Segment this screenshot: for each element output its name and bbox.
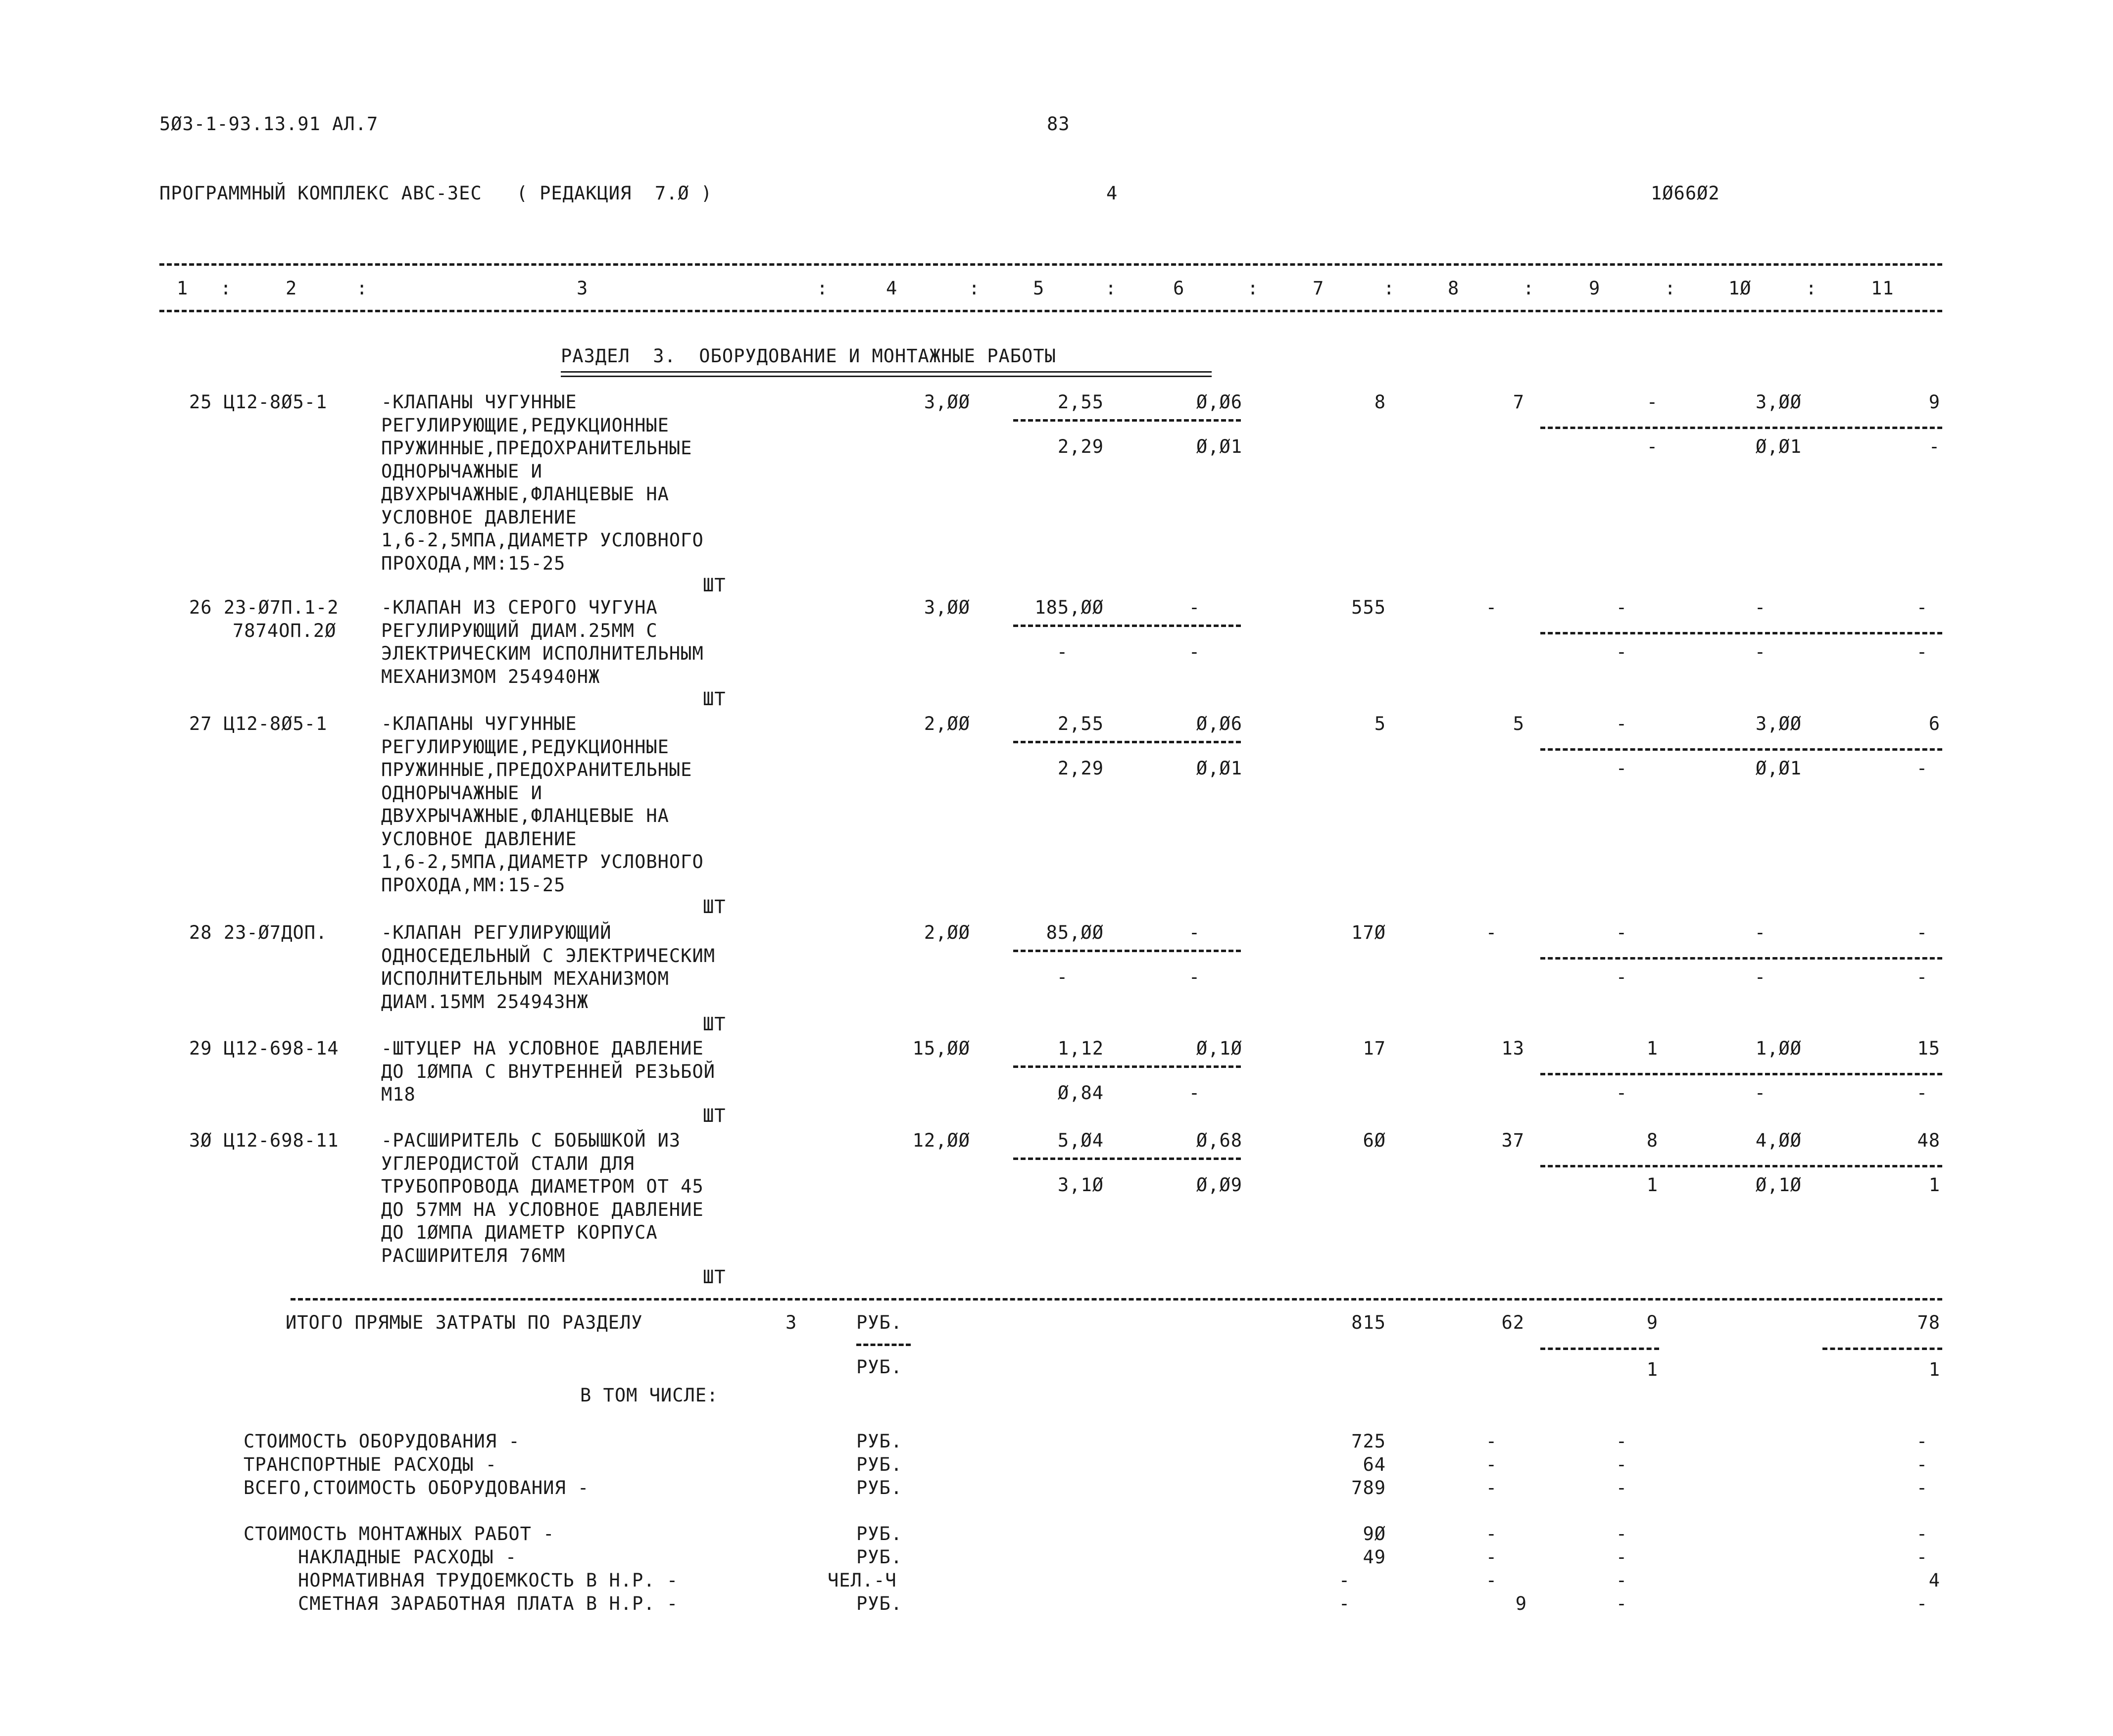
unit-wage-top: - (1188, 922, 1200, 943)
row-description: -КЛАПАНЫ ЧУГУННЫЕ РЕГУЛИРУЮЩИЕ,РЕДУКЦИОННЫЕ ПРУЖИННЫЕ,ПРЕДОХРАНИТЕЛЬНЫЕ ОДНОРЫЧАЖНЫЕ И ДВУХРЫЧАЖНЫЕ,ФЛАНЦЕВЫЕ НА УСЛОВНОЕ ДАВЛЕНИЕ 1,6-2,5МПА,ДИАМЕТР УСЛОВНОГО ПРОХОДА,ММ:15-25 (381, 713, 704, 896)
total-cost: 17Ø (1351, 922, 1386, 943)
unit-cost-top: 2,55 (1057, 713, 1104, 734)
totals-divider (1540, 632, 1942, 634)
col11-top: 48 (1917, 1130, 1940, 1151)
row-unit: ШТ (703, 688, 726, 710)
breakdown-unit: РУБ. (856, 1431, 903, 1452)
breakdown-col9: - (1616, 1593, 1627, 1614)
row-description: -КЛАПАН РЕГУЛИРУЮЩИЙ ОДНОСЕДЕЛЬНЫЙ С ЭЛЕКТРИЧЕСКИМ ИСПОЛНИТЕЛЬНЫМ МЕХАНИЗМОМ ДИАМ.15ММ 254943НЖ (381, 922, 716, 1013)
row-description: -ШТУЦЕР НА УСЛОВНОЕ ДАВЛЕНИЕ ДО 1ØМПА С ВНУТРЕННЕЙ РЕЗЬБОЙ М18 (381, 1038, 716, 1105)
unit-wage-top: Ø,Ø6 (1196, 713, 1242, 734)
col9-bottom: - (1616, 966, 1627, 988)
row-quantity: 15,ØØ (912, 1038, 970, 1059)
col11-bottom: - (1928, 436, 1940, 457)
col10-top: - (1754, 597, 1766, 618)
totals-col9: 9 (1646, 1312, 1658, 1333)
including-label: В ТОМ ЧИСЛЕ: (580, 1385, 719, 1406)
unit-cost-top: 85,ØØ (1046, 922, 1104, 943)
total-cost: 17 (1363, 1038, 1386, 1059)
col-sep: : (969, 278, 981, 299)
row-description: -РАСШИРИТЕЛЬ С БОБЫШКОЙ ИЗ УГЛЕРОДИСТОЙ СТАЛИ ДЛЯ ТРУБОПРОВОДА ДИАМЕТРОМ ОТ 45 ДО 57ММ НА УСЛОВНОЕ ДАВЛЕНИЕ ДО 1ØМПА ДИАМЕТР КОРПУСА РАСШИРИТЕЛЯ 76ММ (381, 1130, 704, 1266)
breakdown-col11: - (1916, 1454, 1928, 1475)
unit-cost-top: 185,ØØ (1034, 597, 1104, 618)
unit-cost-bottom: - (1056, 966, 1068, 988)
col9-top: - (1616, 922, 1627, 943)
col9-bottom: - (1616, 641, 1627, 663)
totals-divider (1540, 1165, 1942, 1167)
totals-col9-divider (1540, 1348, 1659, 1350)
unit-wage-top: Ø,1Ø (1196, 1038, 1242, 1059)
col11-top: - (1916, 597, 1928, 618)
unit-wage-top: Ø,68 (1196, 1130, 1242, 1151)
unit-wage-top: Ø,Ø6 (1196, 391, 1242, 413)
totals-divider (1540, 1073, 1942, 1075)
unit-wage-bottom: Ø,Ø9 (1196, 1174, 1242, 1196)
col9-bottom: - (1616, 1082, 1627, 1104)
row-unit: ШТ (703, 1105, 726, 1126)
row-number-code: 29 Ц12-698-14 (189, 1038, 339, 1059)
col10-bottom: - (1754, 1082, 1766, 1104)
totals-col9-bottom: 1 (1646, 1359, 1658, 1380)
col-sep: : (817, 278, 829, 299)
col10-top: 4,ØØ (1755, 1130, 1802, 1151)
row-number-code: 27 Ц12-8Ø5-1 (189, 713, 328, 734)
breakdown-cost: 9Ø (1363, 1523, 1386, 1544)
col-sep: : (1523, 278, 1535, 299)
col9-top: - (1616, 597, 1627, 618)
col10-top: - (1754, 922, 1766, 943)
row-unit: ШТ (703, 1013, 726, 1035)
row-number-code: 3Ø Ц12-698-11 (189, 1130, 339, 1151)
unit-divider (856, 1344, 911, 1346)
unit-price-divider (1013, 741, 1241, 743)
col11-top: 6 (1928, 713, 1940, 734)
col-header-11: 11 (1871, 278, 1894, 299)
col10-bottom: - (1754, 641, 1766, 663)
unit-cost-bottom: 3,1Ø (1057, 1174, 1104, 1196)
unit-cost-bottom: 2,29 (1057, 758, 1104, 779)
row-number-code: 28 23-Ø7ДОП. (189, 922, 328, 943)
row-unit: ШТ (703, 1266, 726, 1288)
unit-wage-top: - (1188, 597, 1200, 618)
col9-bottom: - (1646, 436, 1658, 457)
total-wage: 5 (1513, 713, 1524, 734)
breakdown-label: НАКЛАДНЫЕ РАСХОДЫ - (298, 1546, 517, 1568)
unit-wage-bottom: - (1188, 966, 1200, 988)
totals-rule (291, 1298, 1942, 1301)
breakdown-unit: РУБ. (856, 1477, 903, 1498)
col-sep: : (1806, 278, 1818, 299)
breakdown-wage: - (1485, 1570, 1497, 1591)
row-quantity: 2,ØØ (924, 713, 970, 734)
totals-divider (1540, 748, 1942, 751)
row-quantity: 3,ØØ (924, 597, 970, 618)
row-number-code: 25 Ц12-8Ø5-1 (189, 391, 328, 413)
col9-top: - (1646, 391, 1658, 413)
header-rule-bottom (159, 310, 1942, 312)
col10-top: 3,ØØ (1755, 713, 1802, 734)
col-header-3: 3 (577, 278, 589, 299)
unit-cost-top: 1,12 (1057, 1038, 1104, 1059)
col10-bottom: Ø,Ø1 (1755, 436, 1802, 457)
totals-label: ИТОГО ПРЯМЫЕ ЗАТРАТЫ ПО РАЗДЕЛУ (286, 1312, 643, 1333)
breakdown-wage: - (1485, 1523, 1497, 1544)
col-sep: : (1665, 278, 1676, 299)
col-sep: : (356, 278, 368, 299)
breakdown-label: СТОИМОСТЬ МОНТАЖНЫХ РАБОТ - (244, 1523, 555, 1544)
breakdown-unit: РУБ. (856, 1523, 903, 1544)
col11-bottom: - (1916, 1082, 1928, 1104)
breakdown-unit: РУБ. (856, 1546, 903, 1568)
row-unit: ШТ (703, 896, 726, 917)
breakdown-cost: 789 (1351, 1477, 1386, 1498)
col-sep: : (1105, 278, 1117, 299)
col-sep: : (1247, 278, 1259, 299)
row-quantity: 12,ØØ (912, 1130, 970, 1151)
col9-bottom: - (1616, 758, 1627, 779)
col10-bottom: - (1754, 966, 1766, 988)
header-rule-top (159, 263, 1942, 266)
col-header-7: 7 (1313, 278, 1325, 299)
unit-cost-top: 2,55 (1057, 391, 1104, 413)
form-number: 4 (1106, 183, 1118, 204)
row-quantity: 2,ØØ (924, 922, 970, 943)
breakdown-col9: - (1616, 1546, 1627, 1568)
total-wage: - (1485, 597, 1497, 618)
breakdown-cost: - (1338, 1570, 1350, 1591)
document-code: 5Ø3-1-93.13.91 АЛ.7 (159, 113, 379, 135)
breakdown-col11: - (1916, 1477, 1928, 1498)
section-title-underline (561, 371, 1212, 377)
unit-price-divider (1013, 625, 1241, 627)
unit-cost-bottom: Ø,84 (1057, 1082, 1104, 1104)
col-header-8: 8 (1448, 278, 1460, 299)
unit-price-divider (1013, 950, 1241, 952)
total-cost: 555 (1351, 597, 1386, 618)
unit-price-divider (1013, 419, 1241, 422)
row-quantity: 3,ØØ (924, 391, 970, 413)
breakdown-col11: - (1916, 1546, 1928, 1568)
col11-top: - (1916, 922, 1928, 943)
col11-bottom: - (1916, 966, 1928, 988)
total-wage: 37 (1501, 1130, 1524, 1151)
row-unit: ШТ (703, 575, 726, 596)
breakdown-label: СТОИМОСТЬ ОБОРУДОВАНИЯ - (244, 1431, 520, 1452)
totals-unit-bottom: РУБ. (856, 1356, 903, 1378)
total-cost: 8 (1374, 391, 1386, 413)
col9-top: - (1616, 713, 1627, 734)
col11-bottom: - (1916, 641, 1928, 663)
totals-wage: 62 (1501, 1312, 1524, 1333)
document-number: 1Ø66Ø2 (1651, 183, 1720, 204)
breakdown-wage: 9 (1515, 1593, 1527, 1614)
unit-cost-top: 5,Ø4 (1057, 1130, 1104, 1151)
total-cost: 5 (1374, 713, 1386, 734)
breakdown-label: ТРАНСПОРТНЫЕ РАСХОДЫ - (244, 1454, 497, 1475)
col10-top: 1,ØØ (1755, 1038, 1802, 1059)
breakdown-cost: 725 (1351, 1431, 1386, 1452)
unit-wage-bottom: Ø,Ø1 (1196, 436, 1242, 457)
unit-price-divider (1013, 1065, 1241, 1068)
breakdown-wage: - (1485, 1431, 1497, 1452)
section-title: РАЗДЕЛ 3. ОБОРУДОВАНИЕ И МОНТАЖНЫЕ РАБОТЫ (561, 345, 1056, 367)
breakdown-col9: - (1616, 1477, 1627, 1498)
breakdown-col9: - (1616, 1431, 1627, 1452)
breakdown-label: НОРМАТИВНАЯ ТРУДОЕМКОСТЬ В Н.Р. - (298, 1570, 679, 1591)
breakdown-col11: - (1916, 1431, 1928, 1452)
unit-price-divider (1013, 1157, 1241, 1160)
breakdown-wage: - (1485, 1454, 1497, 1475)
row-secondary-code: 7874ОП.2Ø (233, 620, 337, 641)
total-wage: - (1485, 922, 1497, 943)
breakdown-col9: - (1616, 1570, 1627, 1591)
breakdown-col9: - (1616, 1523, 1627, 1544)
col-sep: : (220, 278, 232, 299)
col-header-4: 4 (886, 278, 898, 299)
total-wage: 7 (1513, 391, 1524, 413)
total-wage: 13 (1501, 1038, 1524, 1059)
col-header-10: 1Ø (1728, 278, 1752, 299)
breakdown-unit: РУБ. (856, 1593, 903, 1614)
breakdown-col11: - (1916, 1593, 1928, 1614)
unit-cost-bottom: 2,29 (1057, 436, 1104, 457)
breakdown-unit: ЧЕЛ.-Ч (828, 1570, 897, 1591)
breakdown-col11: 4 (1928, 1570, 1940, 1591)
totals-divider (1540, 957, 1942, 960)
col-header-2: 2 (286, 278, 297, 299)
col11-bottom: - (1916, 758, 1928, 779)
col11-bottom: 1 (1928, 1174, 1940, 1196)
breakdown-col11: - (1916, 1523, 1928, 1544)
col-sep: : (1383, 278, 1395, 299)
breakdown-label: ВСЕГО,СТОИМОСТЬ ОБОРУДОВАНИЯ - (244, 1477, 590, 1498)
col10-top: 3,ØØ (1755, 391, 1802, 413)
col9-top: 8 (1646, 1130, 1658, 1151)
totals-cost: 815 (1351, 1312, 1386, 1333)
page-number: 83 (1047, 113, 1070, 135)
col10-bottom: Ø,1Ø (1755, 1174, 1802, 1196)
totals-col11-divider (1822, 1348, 1942, 1350)
totals-col11-bottom: 1 (1928, 1359, 1940, 1380)
breakdown-cost: 64 (1363, 1454, 1386, 1475)
col-header-9: 9 (1589, 278, 1601, 299)
totals-col11: 78 (1917, 1312, 1940, 1333)
row-number-code: 26 23-Ø7П.1-2 (189, 597, 339, 618)
breakdown-col9: - (1616, 1454, 1627, 1475)
breakdown-wage: - (1485, 1477, 1497, 1498)
unit-wage-bottom: - (1188, 641, 1200, 663)
row-description: -КЛАПАН ИЗ СЕРОГО ЧУГУНА РЕГУЛИРУЮЩИЙ ДИАМ.25ММ С ЭЛЕКТРИЧЕСКИМ ИСПОЛНИТЕЛЬНЫМ МЕХАНИЗМОМ 254940НЖ (381, 597, 704, 687)
breakdown-wage: - (1485, 1546, 1497, 1568)
totals-unit: РУБ. (856, 1312, 903, 1333)
breakdown-cost: 49 (1363, 1546, 1386, 1568)
col-header-1: 1 (177, 278, 189, 299)
col9-top: 1 (1646, 1038, 1658, 1059)
totals-divider (1540, 427, 1942, 429)
breakdown-cost: - (1338, 1593, 1350, 1614)
row-description: -КЛАПАНЫ ЧУГУННЫЕ РЕГУЛИРУЮЩИЕ,РЕДУКЦИОННЫЕ ПРУЖИННЫЕ,ПРЕДОХРАНИТЕЛЬНЫЕ ОДНОРЫЧАЖНЫЕ И ДВУХРЫЧАЖНЫЕ,ФЛАНЦЕВЫЕ НА УСЛОВНОЕ ДАВЛЕНИЕ 1,6-2,5МПА,ДИАМЕТР УСЛОВНОГО ПРОХОДА,ММ:15-25 (381, 391, 704, 574)
col9-bottom: 1 (1646, 1174, 1658, 1196)
col-header-6: 6 (1173, 278, 1185, 299)
program-title: ПРОГРАММНЫЙ КОМПЛЕКС АВС-3ЕС ( РЕДАКЦИЯ 7.Ø ) (159, 183, 713, 204)
col11-top: 9 (1928, 391, 1940, 413)
totals-section-number: 3 (786, 1312, 797, 1333)
unit-wage-bottom: - (1188, 1082, 1200, 1104)
total-cost: 6Ø (1363, 1130, 1386, 1151)
col11-top: 15 (1917, 1038, 1940, 1059)
unit-wage-bottom: Ø,Ø1 (1196, 758, 1242, 779)
col-header-5: 5 (1033, 278, 1045, 299)
breakdown-label: СМЕТНАЯ ЗАРАБОТНАЯ ПЛАТА В Н.Р. - (298, 1593, 679, 1614)
breakdown-unit: РУБ. (856, 1454, 903, 1475)
col10-bottom: Ø,Ø1 (1755, 758, 1802, 779)
unit-cost-bottom: - (1056, 641, 1068, 663)
